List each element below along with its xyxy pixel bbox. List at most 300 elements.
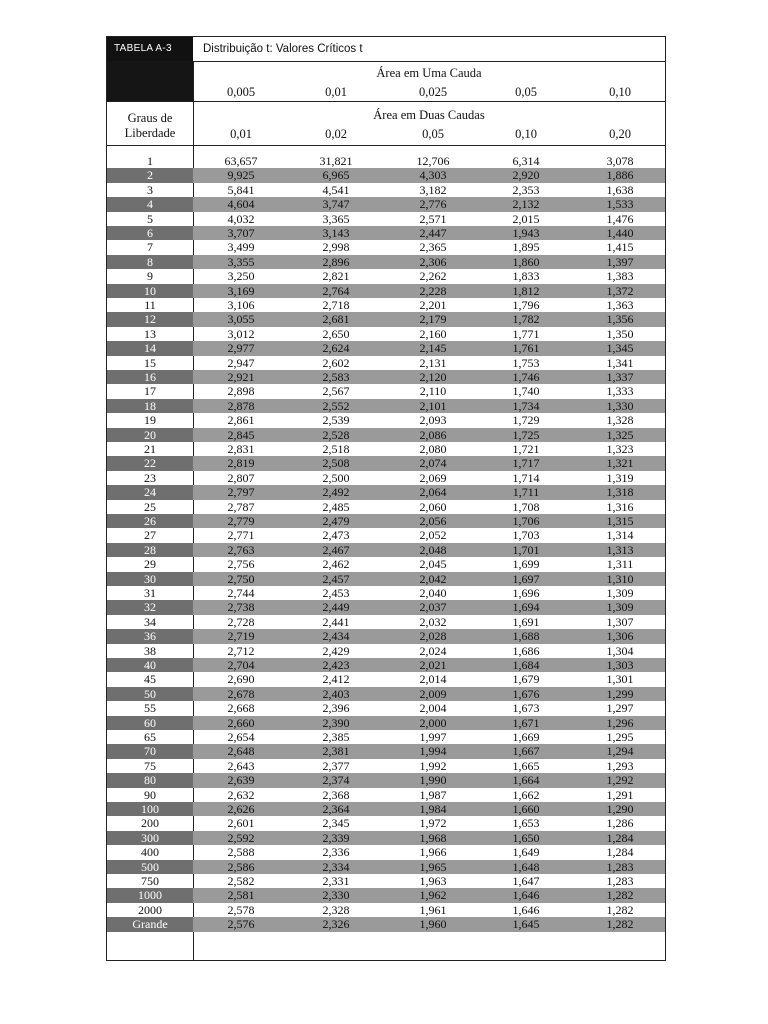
critical-value-cell: 1,330 (606, 398, 634, 413)
critical-value-cell: 2,045 (419, 557, 447, 572)
critical-value-cell: 2,921 (227, 370, 255, 384)
critical-value-cell: 2,744 (227, 586, 255, 600)
critical-value-cell: 2,764 (322, 283, 350, 298)
two-tail-label: Área em Duas Caudas (373, 108, 485, 122)
critical-value-cell: 2,093 (419, 413, 447, 428)
critical-value-cell: 1,667 (512, 744, 540, 759)
table-row (107, 428, 665, 442)
critical-value-cell: 2,567 (322, 384, 350, 399)
critical-value-cell: 4,604 (227, 197, 255, 212)
one-tail-value: 0,05 (515, 85, 537, 99)
critical-value-cell: 2,718 (322, 298, 350, 312)
critical-value-cell: 2,492 (322, 485, 350, 500)
critical-value-cell: 2,228 (419, 283, 447, 298)
critical-value-cell: 2,776 (419, 197, 447, 212)
df-cell: Grande (107, 917, 193, 931)
table-title: Distribuição t: Valores Críticos t (203, 43, 363, 55)
table-row (107, 370, 665, 384)
critical-value-cell: 1,304 (606, 643, 634, 658)
table-row (107, 903, 665, 917)
critical-value-cell: 1,284 (606, 845, 634, 860)
critical-value-cell: 2,681 (322, 312, 350, 327)
critical-value-cell: 2,704 (227, 658, 255, 672)
df-cell: 19 (144, 413, 156, 428)
table-row (107, 240, 665, 254)
critical-value-cell: 2,412 (322, 672, 350, 687)
critical-value-cell: 1,307 (606, 614, 634, 629)
table-row (107, 413, 665, 427)
critical-value-cell: 2,120 (419, 370, 447, 384)
df-cell: 500 (107, 860, 193, 874)
table-row (107, 831, 665, 845)
df-cell: 11 (144, 298, 156, 312)
critical-value-cell: 2,368 (322, 787, 350, 802)
critical-value-cell: 2,453 (322, 586, 350, 600)
critical-value-cell: 1,306 (606, 629, 634, 644)
header-dark-block (107, 61, 193, 101)
table-row (107, 327, 665, 341)
critical-value-cell: 1,696 (512, 586, 540, 600)
one-tail-label: Área em Uma Cauda (376, 66, 482, 80)
critical-value-cell: 2,660 (227, 715, 255, 730)
df-cell: 30 (107, 572, 193, 586)
critical-value-cell: 1,283 (606, 874, 634, 888)
critical-value-cell: 1,299 (606, 686, 634, 701)
table-row (107, 312, 665, 326)
critical-value-cell: 2,377 (322, 758, 350, 773)
critical-value-cell: 1,746 (512, 370, 540, 384)
critical-value-cell: 2,878 (227, 398, 255, 413)
critical-value-cell: 1,311 (606, 557, 634, 572)
critical-value-cell: 3,143 (322, 226, 350, 240)
critical-value-cell: 4,541 (322, 182, 350, 197)
table-row (107, 269, 665, 283)
critical-value-cell: 1,282 (606, 888, 634, 903)
critical-value-cell: 2,831 (227, 442, 255, 456)
critical-value-cell: 1,961 (419, 902, 447, 917)
critical-value-cell: 1,796 (512, 298, 540, 312)
critical-value-cell: 3,355 (227, 254, 255, 269)
critical-value-cell: 1,321 (606, 456, 634, 471)
critical-value-cell: 1,293 (606, 758, 634, 773)
critical-value-cell: 2,385 (322, 730, 350, 744)
critical-value-cell: 2,592 (227, 830, 255, 845)
df-cell: 40 (107, 658, 193, 672)
critical-value-cell: 3,707 (227, 226, 255, 240)
df-cell: 6 (107, 226, 193, 240)
critical-value-cell: 2,821 (322, 269, 350, 284)
df-header (107, 111, 193, 141)
critical-value-cell: 2,447 (419, 226, 447, 240)
critical-value-cell: 2,374 (322, 773, 350, 788)
critical-value-cell: 2,052 (419, 528, 447, 543)
critical-value-cell: 2,390 (322, 715, 350, 730)
critical-value-cell: 2,328 (322, 902, 350, 917)
table-row (107, 557, 665, 571)
critical-value-cell: 2,429 (322, 643, 350, 658)
df-cell: 18 (107, 399, 193, 413)
critical-value-cell: 2,639 (227, 773, 255, 788)
critical-value-cell: 1,660 (512, 802, 540, 816)
critical-value-cell: 2,080 (419, 442, 447, 456)
df-cell: 20 (107, 428, 193, 442)
critical-value-cell: 2,581 (227, 888, 255, 903)
critical-value-cell: 3,055 (227, 312, 255, 327)
critical-value-cell: 1,328 (606, 413, 634, 428)
critical-value-cell: 2,015 (512, 211, 540, 226)
table-row (107, 744, 665, 758)
critical-value-cell: 1,646 (512, 902, 540, 917)
table-row (107, 572, 665, 586)
table-row (107, 716, 665, 730)
table-row (107, 514, 665, 528)
critical-value-cell: 2,462 (322, 557, 350, 572)
critical-value-cell: 1,533 (606, 197, 634, 212)
critical-value-cell: 1,301 (606, 672, 634, 687)
df-cell: 36 (107, 629, 193, 643)
critical-value-cell: 1,833 (512, 269, 540, 284)
critical-value-cell: 1,860 (512, 254, 540, 269)
critical-value-cell: 1,686 (512, 643, 540, 658)
critical-value-cell: 2,571 (419, 211, 447, 226)
critical-value-cell: 1,721 (512, 442, 540, 456)
critical-value-cell: 6,314 (512, 154, 540, 168)
critical-value-cell: 1,325 (606, 427, 634, 442)
critical-value-cell: 2,132 (512, 197, 540, 212)
critical-value-cell: 1,645 (512, 917, 540, 932)
critical-value-cell: 1,717 (512, 456, 540, 471)
critical-value-cell: 2,738 (227, 600, 255, 615)
table-row (107, 485, 665, 499)
critical-value-cell: 1,341 (606, 355, 634, 370)
critical-value-cell: 1,676 (512, 686, 540, 701)
critical-value-cell: 1,761 (512, 341, 540, 356)
critical-value-cell: 1,960 (419, 917, 447, 932)
critical-value-cell: 2,473 (322, 528, 350, 543)
df-cell: 14 (107, 341, 193, 355)
df-cell: 1 (147, 154, 153, 168)
table-tag: TABELA A-3 (107, 37, 193, 61)
critical-value-cell: 2,539 (322, 413, 350, 428)
critical-value-cell: 1,725 (512, 427, 540, 442)
df-cell: 750 (141, 874, 159, 888)
critical-value-cell: 2,756 (227, 557, 255, 572)
critical-value-cell: 2,654 (227, 730, 255, 744)
df-cell: 2 (107, 168, 193, 182)
critical-value-cell: 1,372 (606, 283, 634, 298)
critical-value-cell: 1,315 (606, 514, 634, 528)
critical-value-cell: 1,310 (606, 571, 634, 586)
critical-value-cell: 2,602 (322, 355, 350, 370)
critical-value-cell: 1,703 (512, 528, 540, 543)
df-header-line1: Graus de (127, 111, 173, 125)
critical-value-cell: 1,691 (512, 614, 540, 629)
critical-value-cell: 2,819 (227, 456, 255, 471)
critical-value-cell: 2,719 (227, 629, 255, 644)
table-row (107, 298, 665, 312)
table-row (107, 384, 665, 398)
critical-value-cell: 1,714 (512, 470, 540, 485)
df-cell: 45 (144, 672, 156, 687)
df-cell: 34 (144, 614, 156, 629)
critical-value-cell: 2,787 (227, 499, 255, 514)
critical-value-cell: 2,381 (322, 744, 350, 759)
critical-value-cell: 1,943 (512, 226, 540, 240)
df-cell: 24 (107, 485, 193, 499)
table-row (107, 356, 665, 370)
critical-value-cell: 1,812 (512, 283, 540, 298)
critical-value-cell: 2,024 (419, 643, 447, 658)
one-tail-value: 0,025 (418, 85, 448, 99)
critical-value-cell: 2,690 (227, 672, 255, 687)
table-row (107, 255, 665, 269)
critical-value-cell: 1,684 (512, 658, 540, 672)
df-cell: 90 (144, 787, 156, 802)
critical-value-cell: 1,994 (419, 744, 447, 759)
critical-value-cell: 1,771 (512, 326, 540, 341)
critical-value-cell: 2,179 (419, 312, 447, 327)
critical-value-cell: 2,403 (322, 686, 350, 701)
critical-value-cell: 9,925 (227, 168, 255, 183)
critical-value-cell: 3,499 (227, 240, 255, 255)
table-row (107, 874, 665, 888)
critical-value-cell: 1,962 (419, 888, 447, 903)
critical-value-cell: 2,632 (227, 787, 255, 802)
df-header-line2: Liberdade (124, 126, 176, 140)
critical-value-cell: 2,750 (227, 571, 255, 586)
critical-value-cell: 1,972 (419, 816, 447, 831)
critical-value-cell: 3,182 (419, 182, 447, 197)
critical-value-cell: 2,920 (512, 168, 540, 183)
critical-value-cell: 1,753 (512, 355, 540, 370)
critical-value-cell: 1,286 (606, 816, 634, 831)
df-cell: 17 (144, 384, 156, 399)
critical-value-cell: 2,064 (419, 485, 447, 500)
critical-value-cell: 2,518 (322, 442, 350, 456)
critical-value-cell: 2,582 (227, 874, 255, 888)
critical-value-cell: 2,345 (322, 816, 350, 831)
critical-value-cell: 2,643 (227, 758, 255, 773)
table-row (107, 615, 665, 629)
critical-value-cell: 1,708 (512, 499, 540, 514)
critical-value-cell: 2,336 (322, 845, 350, 860)
critical-value-cell: 2,898 (227, 384, 255, 399)
critical-value-cell: 1,345 (606, 341, 634, 356)
critical-value-cell: 2,037 (419, 600, 447, 615)
two-tail-value: 0,02 (325, 127, 347, 141)
df-cell: 1000 (107, 888, 193, 902)
critical-value-cell: 1,282 (606, 902, 634, 917)
critical-value-cell: 1,383 (606, 269, 634, 284)
df-cell: 21 (144, 442, 156, 456)
critical-value-cell: 1,997 (419, 730, 447, 744)
critical-value-cell: 2,712 (227, 643, 255, 658)
table-row (107, 917, 665, 931)
critical-value-cell: 1,356 (606, 312, 634, 327)
critical-value-cell: 2,145 (419, 341, 447, 356)
df-cell: 4 (107, 197, 193, 211)
critical-value-cell: 1,295 (606, 730, 634, 744)
critical-value-cell: 1,337 (606, 370, 634, 384)
critical-value-cell: 1,729 (512, 413, 540, 428)
critical-value-cell: 2,648 (227, 744, 255, 759)
df-cell: 2000 (138, 902, 162, 917)
critical-value-cell: 2,576 (227, 917, 255, 932)
critical-value-cell: 1,984 (419, 802, 447, 816)
critical-value-cell: 1,314 (606, 528, 634, 543)
df-cell: 300 (107, 831, 193, 845)
critical-value-cell: 2,000 (419, 715, 447, 730)
critical-value-cell: 2,552 (322, 398, 350, 413)
df-cell: 8 (107, 255, 193, 269)
critical-value-cell: 2,014 (419, 672, 447, 687)
df-cell: 23 (144, 470, 156, 485)
critical-value-cell: 1,671 (512, 715, 540, 730)
critical-value-cell: 2,807 (227, 470, 255, 485)
table-row (107, 226, 665, 240)
critical-value-cell: 2,028 (419, 629, 447, 644)
critical-value-cell: 1,646 (512, 888, 540, 903)
critical-value-cell: 1,740 (512, 384, 540, 399)
critical-value-cell: 1,333 (606, 384, 634, 399)
two-tail-value: 0,20 (609, 127, 631, 141)
df-cell: 10 (107, 284, 193, 298)
critical-value-cell: 1,415 (606, 240, 634, 255)
critical-value-cell: 4,303 (419, 168, 447, 183)
df-cell: 22 (107, 456, 193, 470)
df-cell: 15 (144, 355, 156, 370)
table-row (107, 471, 665, 485)
critical-value-cell: 1,397 (606, 254, 634, 269)
critical-value-cell: 6,965 (322, 168, 350, 183)
df-cell: 80 (107, 773, 193, 787)
critical-value-cell: 1,694 (512, 600, 540, 615)
critical-value-cell: 1,318 (606, 485, 634, 500)
critical-value-cell: 2,998 (322, 240, 350, 255)
critical-value-cell: 1,965 (419, 859, 447, 874)
df-cell: 28 (107, 543, 193, 557)
table-row (107, 442, 665, 456)
critical-value-cell: 1,323 (606, 442, 634, 456)
critical-value-cell: 2,004 (419, 701, 447, 716)
critical-value-cell: 2,423 (322, 658, 350, 672)
critical-value-cell: 2,457 (322, 571, 350, 586)
critical-value-cell: 1,697 (512, 571, 540, 586)
critical-value-cell: 2,074 (419, 456, 447, 471)
table-row (107, 860, 665, 874)
table-row (107, 701, 665, 715)
critical-value-cell: 1,662 (512, 787, 540, 802)
critical-value-cell: 2,485 (322, 499, 350, 514)
critical-value-cell: 2,528 (322, 427, 350, 442)
critical-value-cell: 2,441 (322, 614, 350, 629)
critical-value-cell: 2,339 (322, 830, 350, 845)
critical-value-cell: 3,365 (322, 211, 350, 226)
critical-value-cell: 1,290 (606, 802, 634, 816)
critical-value-cell: 2,449 (322, 600, 350, 615)
critical-value-cell: 2,021 (419, 658, 447, 672)
critical-value-cell: 2,353 (512, 182, 540, 197)
critical-value-cell: 1,283 (606, 859, 634, 874)
df-cell: 55 (144, 701, 156, 716)
table-row (107, 586, 665, 600)
critical-value-cell: 2,056 (419, 514, 447, 528)
critical-value-cell: 2,009 (419, 686, 447, 701)
critical-value-cell: 1,734 (512, 398, 540, 413)
table-row (107, 399, 665, 413)
critical-value-cell: 1,292 (606, 773, 634, 788)
table-row (107, 802, 665, 816)
critical-value-cell: 1,284 (606, 830, 634, 845)
table-row (107, 500, 665, 514)
critical-value-cell: 1,711 (512, 485, 540, 500)
header-bottom-divider (107, 145, 665, 146)
critical-value-cell: 31,821 (319, 154, 353, 168)
table-row (107, 672, 665, 686)
critical-value-cell: 1,296 (606, 715, 634, 730)
critical-value-cell: 2,110 (419, 384, 447, 399)
table-row (107, 183, 665, 197)
critical-value-cell: 2,069 (419, 470, 447, 485)
critical-value-cell: 2,331 (322, 874, 350, 888)
critical-value-cell: 2,896 (322, 254, 350, 269)
critical-value-cell: 2,330 (322, 888, 350, 903)
critical-value-cell: 1,963 (419, 874, 447, 888)
critical-value-cell: 1,363 (606, 298, 634, 312)
critical-value-cell: 1,665 (512, 758, 540, 773)
critical-value-cell: 1,319 (606, 470, 634, 485)
critical-value-cell: 1,701 (512, 542, 540, 557)
table-row (107, 212, 665, 226)
critical-value-cell: 2,434 (322, 629, 350, 644)
critical-value-cell: 1,669 (512, 730, 540, 744)
critical-value-cell: 1,309 (606, 600, 634, 615)
table-row (107, 284, 665, 298)
critical-value-cell: 2,032 (419, 614, 447, 629)
df-cell: 13 (144, 326, 156, 341)
table-row (107, 154, 665, 168)
header-divider (107, 101, 665, 102)
critical-value-cell: 2,467 (322, 542, 350, 557)
df-cell: 65 (144, 730, 156, 744)
critical-value-cell: 1,664 (512, 773, 540, 788)
critical-value-cell: 4,032 (227, 211, 255, 226)
critical-value-cell: 2,160 (419, 326, 447, 341)
df-cell: 50 (107, 687, 193, 701)
critical-value-cell: 1,699 (512, 557, 540, 572)
critical-value-cell: 1,309 (606, 586, 634, 600)
critical-value-cell: 2,364 (322, 802, 350, 816)
critical-value-cell: 1,992 (419, 758, 447, 773)
critical-value-cell: 3,106 (227, 298, 255, 312)
critical-value-cell: 1,968 (419, 830, 447, 845)
df-cell: 3 (147, 182, 153, 197)
critical-value-cell: 1,282 (606, 917, 634, 932)
t-distribution-table (106, 36, 666, 961)
critical-value-cell: 1,648 (512, 859, 540, 874)
df-cell: 9 (147, 269, 153, 284)
critical-value-cell: 2,306 (419, 254, 447, 269)
critical-value-cell: 2,060 (419, 499, 447, 514)
df-cell: 60 (107, 716, 193, 730)
table-row (107, 773, 665, 787)
critical-value-cell: 1,350 (606, 326, 634, 341)
critical-value-cell: 2,588 (227, 845, 255, 860)
table-row (107, 168, 665, 182)
table-row (107, 730, 665, 744)
critical-value-cell: 2,578 (227, 902, 255, 917)
critical-value-cell: 3,169 (227, 283, 255, 298)
